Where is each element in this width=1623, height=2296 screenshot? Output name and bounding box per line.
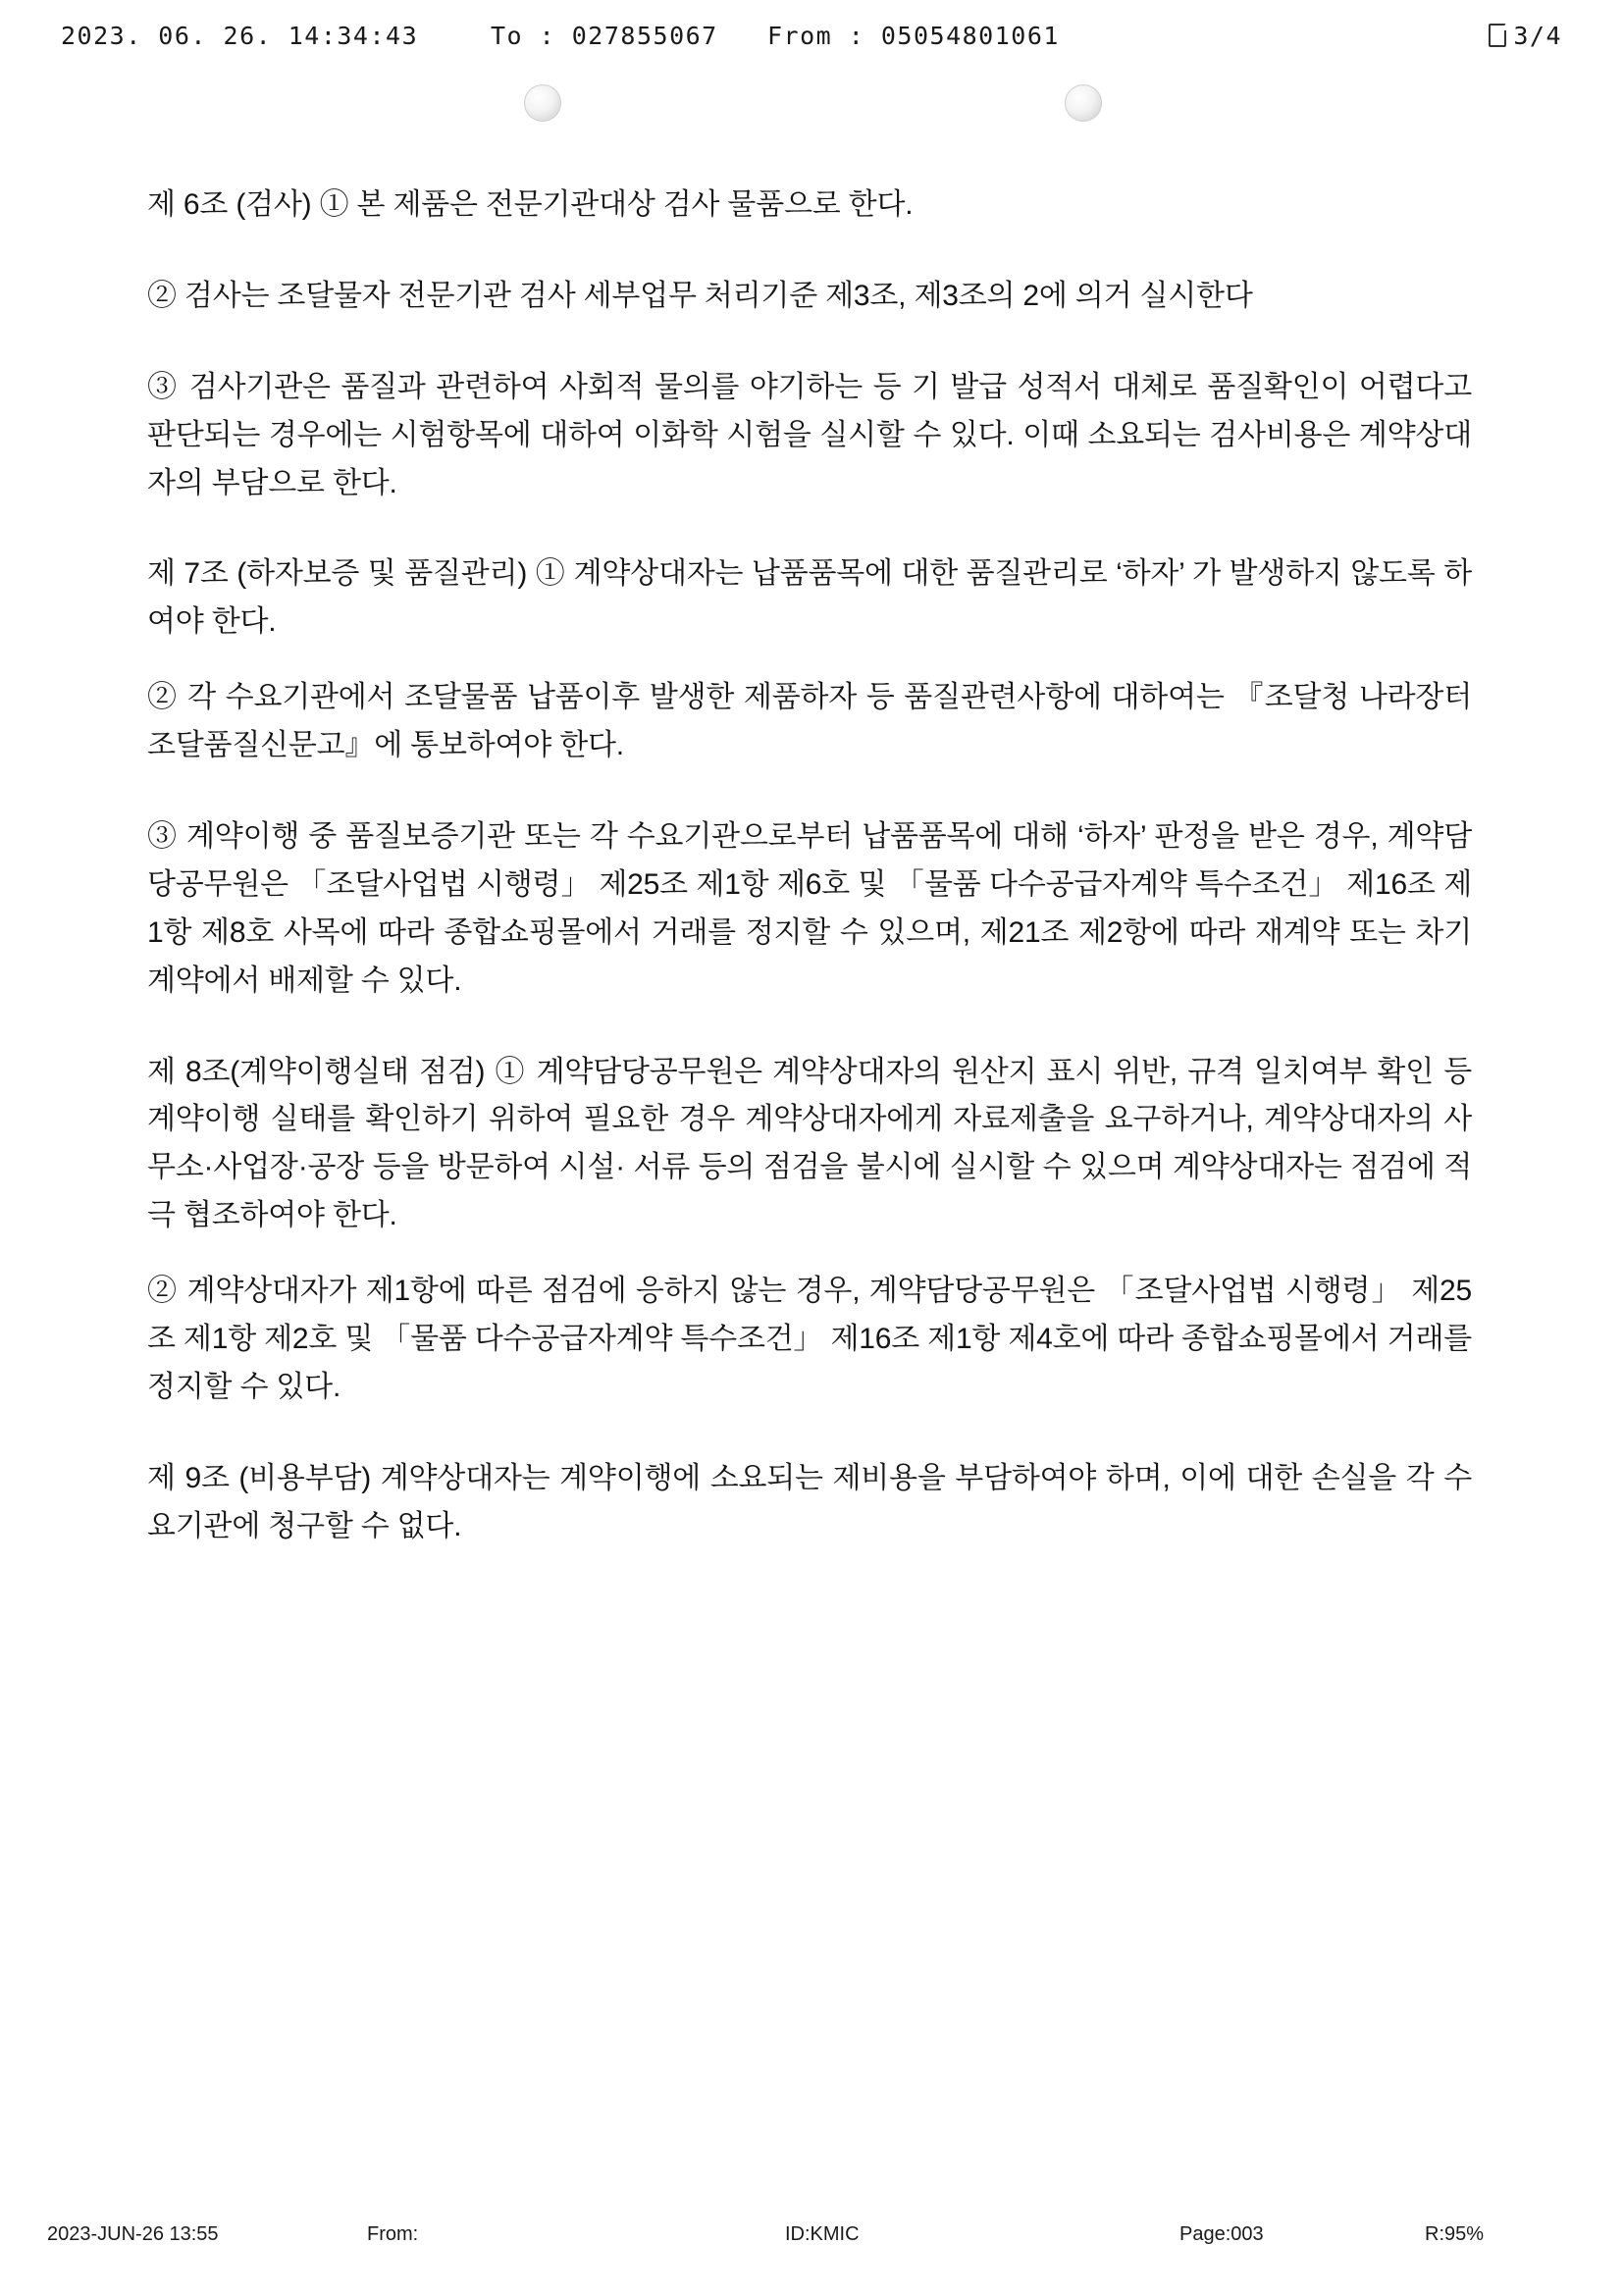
- punch-hole-right-icon: [1065, 84, 1102, 122]
- fax-header-to: To : 027855067: [491, 22, 718, 50]
- clause-paragraph: ② 계약상대자가 제1항에 따른 점검에 응하지 않는 경우, 계약담당공무원은 「조달사업법 시행령」 제25조 제1항 제2호 및 「물품 다수공급자계약 특수조건」 제16조 제1항 제4호에 따라 종합쇼핑몰에서 거래를 정지할 수 있다.: [147, 1275, 1472, 1403]
- punch-hole-left-icon: [524, 84, 561, 122]
- clause-paragraph: 제 9조 (비용부담) 계약상대자는 계약이행에 소요되는 제비용을 부담하여야 하며, 이에 대한 손실을 각 수요기관에 청구할 수 없다.: [147, 1461, 1472, 1542]
- fax-footer-date: 2023-JUN-26 13:55: [47, 2223, 219, 2245]
- fax-footer-page: Page:003: [1179, 2223, 1264, 2245]
- clause-paragraph: 제 8조(계약이행실태 점검) ① 계약담당공무원은 계약상대자의 원산지 표시 위반, 규격 일치여부 확인 등 계약이행 실태를 확인하기 위하여 필요한 경우 계약상대자에게 자료제출을 요구하거나, 계약상대자의 사무소·사업장·공장 등을 방문하여 시설· 서류 등의 점검을 불시에 실시할 수 있으며 계약상대자는 점검에 적극 협조하여야 한다.: [147, 1055, 1472, 1232]
- fax-footer-id: ID:KMIC: [785, 2223, 860, 2245]
- fax-header-datetime: 2023. 06. 26. 14:34:43: [61, 22, 419, 50]
- clause-paragraph: ② 각 수요기관에서 조달물품 납품이후 발생한 제품하자 등 품질관련사항에 대하여는 『조달청 나라장터 조달품질신문고』에 통보하여야 한다.: [147, 681, 1472, 762]
- fax-header-bar: [0, 22, 1623, 61]
- clause-paragraph: 제 6조 (검사) ① 본 제품은 전문기관대상 검사 물품으로 한다.: [147, 188, 914, 221]
- clause-paragraph: ③ 검사기관은 품질과 관련하여 사회적 물의를 야기하는 등 기 발급 성적서 대체로 품질확인이 어렵다고 판단되는 경우에는 시험항목에 대하여 이화학 시험을 실시할 수 있다. 이때 소요되는 검사비용은 계약상대자의 부담으로 한다.: [147, 370, 1472, 499]
- clause-paragraph: ③ 계약이행 중 품질보증기관 또는 각 수요기관으로부터 납품품목에 대해 ‘하자’ 판정을 받은 경우, 계약담당공무원은 「조달사업법 시행령」 제25조 제1항 제6호 및 「물품 다수공급자계약 특수조건」 제16조 제1항 제8호 사목에 따라 종합쇼핑몰에서 거래를 정지할 수 있으며, 제21조 제2항에 따라 재계약 또는 차기계약에서 배제할 수 있다.: [147, 820, 1472, 997]
- clause-paragraph: ② 검사는 조달물자 전문기관 검사 세부업무 처리기준 제3조, 제3조의 2에 의거 실시한다: [147, 279, 1253, 312]
- fax-footer-bar: [0, 2223, 1623, 2253]
- document-page-icon: [1489, 24, 1506, 47]
- document-body: [147, 182, 1472, 1585]
- fax-footer-from: From:: [367, 2223, 419, 2245]
- fax-footer-resolution: R:95%: [1425, 2223, 1485, 2245]
- fax-header-page-indicator: [1489, 22, 1562, 50]
- clause-paragraph: 제 7조 (하자보증 및 품질관리) ① 계약상대자는 납품품목에 대한 품질관리로 ‘하자’ 가 발생하지 않도록 하여야 한다.: [147, 557, 1472, 639]
- fax-header-page-text: 3/4: [1513, 22, 1562, 50]
- fax-header-from: From : 05054801061: [767, 22, 1060, 50]
